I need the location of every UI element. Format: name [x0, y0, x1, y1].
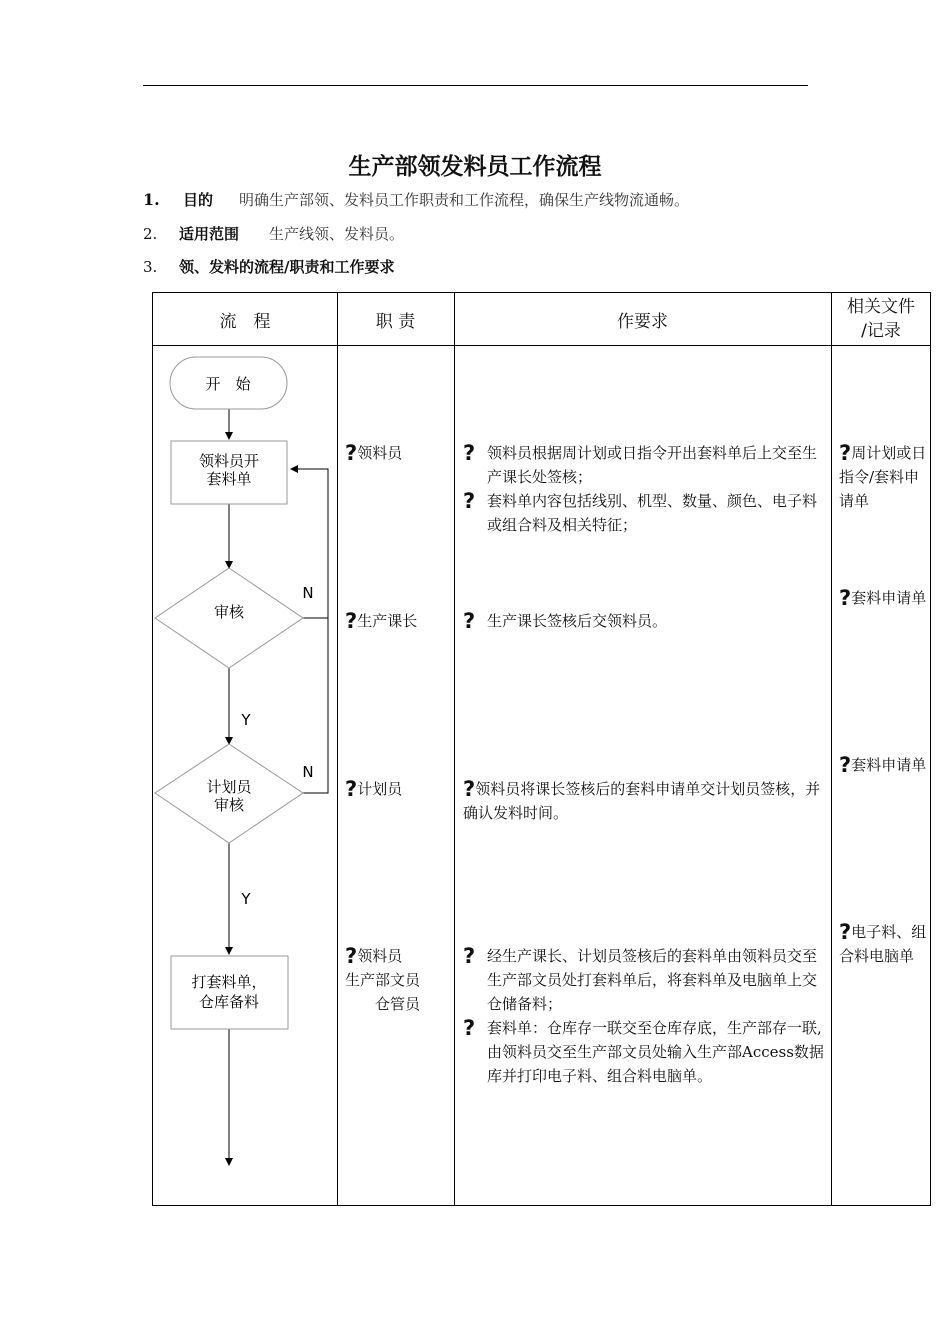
requirement-text: 套料单：仓库存一联交至仓库存底，生产部存一联,由领料员交至生产部文员处输入生产部Access数据库并打印电子料、组合料电脑单。 — [487, 1019, 824, 1085]
section-scope — [143, 223, 404, 244]
flow-start-text: 开 始 — [205, 375, 251, 393]
flowchart — [153, 293, 337, 1205]
column-divider — [454, 293, 455, 1205]
column-divider — [337, 293, 338, 1205]
bullet-icon: ? — [839, 586, 852, 610]
duty-cell — [345, 609, 450, 633]
bullet-icon: ? — [463, 609, 476, 633]
section-label: 目的 — [183, 191, 214, 209]
flow-step1-text: 领料员开 — [198, 452, 260, 470]
duty-text: 生产部文员 — [345, 971, 421, 989]
section-number: 3. — [143, 258, 158, 276]
requirement-text: 套料单内容包括线别、机型、数量、颜色、电子料或组合料及相关特征； — [487, 492, 818, 534]
flow-review2-text: 计划员 — [206, 778, 252, 796]
requirement-item — [463, 1016, 825, 1088]
section-purpose — [143, 189, 689, 210]
section-label: 适用范围 — [179, 225, 240, 243]
flow-no-label: N — [302, 584, 314, 602]
requirement-text: 生产课长签核后交领料员。 — [487, 612, 668, 630]
bullet-icon: ? — [839, 753, 852, 777]
duty-line — [345, 944, 450, 968]
requirement-cell — [463, 609, 825, 633]
requirement-text: 经生产课长、计划员签核后的套料单由领料员交至生产部文员处打套料单后，将套料单及电脑单上交仓储备料； — [487, 947, 818, 1013]
duty-text: 仓管员 — [374, 995, 420, 1013]
duty-cell — [345, 777, 450, 801]
records-cell — [839, 753, 927, 777]
duty-text: 计划员 — [357, 780, 403, 798]
document-title: 生产部领发料员工作流程 — [348, 154, 602, 180]
bullet-icon: ? — [839, 441, 852, 465]
requirement-item — [463, 489, 825, 537]
records-cell — [839, 441, 927, 513]
bullet-icon: ? — [463, 777, 476, 801]
section-label: 领、发料的流程/职责和工作要求 — [179, 258, 395, 276]
duty-text: 生产课长 — [357, 612, 418, 630]
bullet-icon: ? — [839, 920, 852, 944]
header-records-line1: 相关文件 — [847, 297, 915, 317]
bullet-icon: ? — [463, 944, 476, 968]
section-value: 明确生产部领、发料员工作职责和工作流程，确保生产线物流通畅。 — [239, 191, 690, 209]
requirement-text: 领料员将课长签核后的套料申请单交计划员签核，并确认发料时间。 — [463, 780, 821, 822]
requirement-cell — [463, 944, 825, 1088]
requirement-item — [463, 441, 825, 489]
records-text: 周计划或日指令/套料申请单 — [839, 444, 927, 510]
section-number: 2. — [143, 225, 158, 243]
section-number: 1. — [143, 190, 160, 209]
requirement-item — [463, 944, 825, 1016]
header-rule — [143, 85, 808, 86]
records-text: 电子料、组合料电脑单 — [839, 923, 927, 965]
flow-step4-text: 仓库备料 — [198, 993, 260, 1011]
records-text: 套料申请单 — [851, 756, 927, 774]
bullet-icon: ? — [345, 944, 358, 968]
header-records-line2: /记录 — [861, 321, 901, 341]
flow-yes-label: Y — [241, 711, 251, 729]
section-process — [143, 256, 394, 277]
bullet-icon: ? — [463, 489, 476, 513]
requirement-item — [463, 609, 825, 633]
bullet-icon: ? — [463, 1016, 476, 1040]
duty-cell — [345, 441, 450, 465]
bullet-icon: ? — [345, 777, 358, 801]
requirement-text: 领料员根据周计划或日指令开出套料单后上交至生产课长处签核； — [487, 444, 818, 486]
flow-review2-text: 审核 — [213, 796, 245, 814]
requirement-cell — [463, 777, 825, 825]
column-divider — [831, 293, 832, 1205]
header-duty: 职 责 — [375, 311, 416, 332]
section-value: 生产线领、发料员。 — [269, 225, 405, 243]
duty-text: 领料员 — [357, 947, 403, 965]
records-cell — [839, 920, 927, 968]
flow-no-label: N — [302, 763, 314, 781]
header-records — [831, 293, 931, 345]
bullet-icon: ? — [345, 609, 358, 633]
records-cell — [839, 586, 927, 610]
flow-yes-label: Y — [241, 890, 251, 908]
flow-step4-text: 打套料单， — [191, 973, 267, 991]
bullet-icon: ? — [463, 441, 476, 465]
duty-text: 领料员 — [357, 444, 403, 462]
process-table — [152, 292, 931, 1206]
header-requirement: 作要求 — [617, 311, 668, 332]
flow-step1-text: 套料单 — [206, 470, 252, 488]
records-text: 套料申请单 — [851, 589, 927, 607]
bullet-icon: ? — [345, 441, 358, 465]
header-flow: 流 程 — [219, 311, 271, 332]
duty-cell — [345, 944, 450, 1016]
requirement-cell — [463, 441, 825, 537]
flow-review1-text: 审核 — [213, 603, 245, 621]
